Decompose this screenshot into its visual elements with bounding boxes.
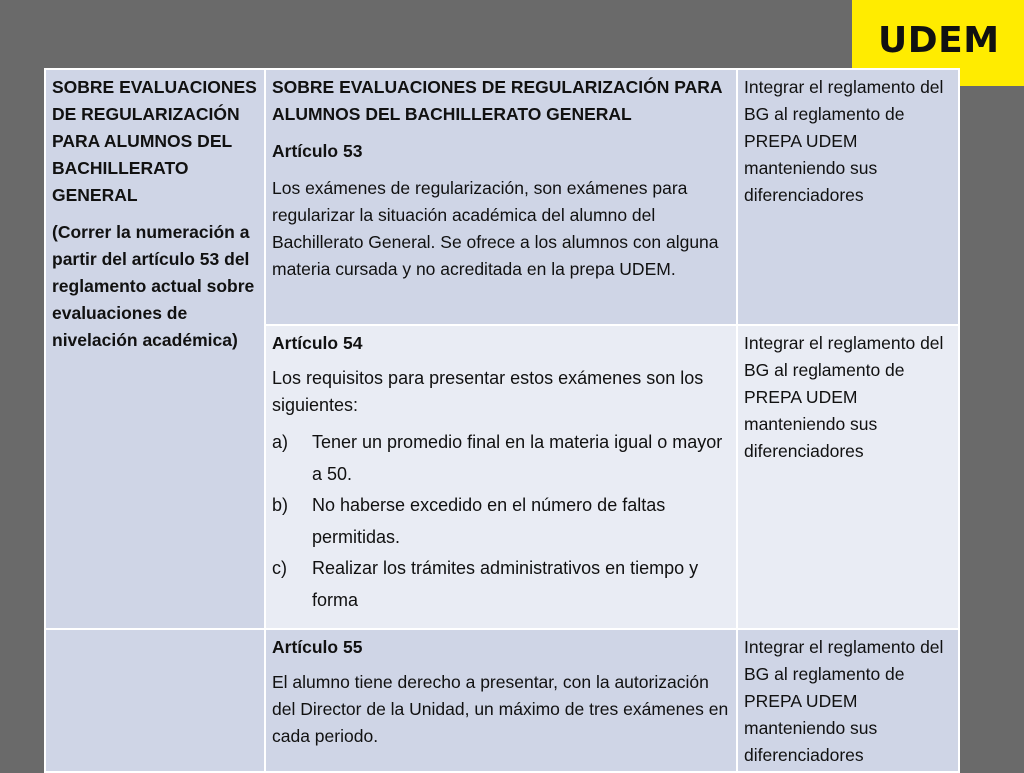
regulation-table — [44, 68, 960, 773]
comment-text: Integrar el reglamento del BG al reglamento de PREPA UDEM manteniendo sus diferenciadores — [744, 77, 944, 205]
section-heading: SOBRE EVALUACIONES DE REGULARIZACIÓN PARA ALUMNOS DEL BACHILLERATO GENERAL — [52, 77, 257, 205]
article-text: Los requisitos para presentar estos exámenes son los siguientes: — [272, 368, 704, 415]
list-item-text: Tener un promedio final en la materia igual o mayor a 50. — [312, 432, 723, 484]
article-text: El alumno tiene derecho a presentar, con la autorización del Director de la Unidad, un máximo de tres exámenes en cada periodo. — [272, 672, 729, 746]
list-marker: b) — [272, 495, 289, 515]
article-title: Artículo 53 — [272, 141, 363, 161]
comment-cell — [737, 629, 959, 772]
comment-cell — [737, 69, 959, 325]
list-marker: a) — [272, 432, 289, 452]
article-section-heading: SOBRE EVALUACIONES DE REGULARIZACIÓN PARA ALUMNOS DEL BACHILLERATO GENERAL — [272, 77, 722, 124]
list-item — [272, 490, 730, 553]
article-text: Los exámenes de regularización, son exámenes para regularizar la situación académica del alumno del Bachillerato General. Se ofrece a los alumnos con alguna materia cursada y no acreditada en la prepa UDEM. — [272, 178, 719, 279]
comment-cell — [737, 325, 959, 629]
section-cell — [45, 629, 265, 772]
article-title: Artículo 54 — [272, 333, 363, 353]
table-row — [45, 69, 959, 325]
list-item — [272, 553, 730, 616]
article-cell — [265, 325, 737, 629]
section-cell — [45, 69, 265, 629]
article-title: Artículo 55 — [272, 637, 363, 657]
udem-logo: UDEM — [878, 20, 1000, 61]
article-cell — [265, 629, 737, 772]
list-item-text: No haberse excedido en el número de faltas permitidas. — [312, 495, 666, 547]
requirements-list — [272, 427, 730, 616]
list-marker: c) — [272, 558, 287, 578]
list-item-text: Realizar los trámites administrativos en tiempo y forma — [312, 558, 699, 610]
comment-text: Integrar el reglamento del BG al reglamento de PREPA UDEM manteniendo sus diferenciadores — [744, 637, 944, 765]
section-note: (Correr la numeración a partir del artículo 53 del reglamento actual sobre evaluaciones de nivelación académica) — [52, 222, 255, 350]
comment-text: Integrar el reglamento del BG al reglamento de PREPA UDEM manteniendo sus diferenciadores — [744, 333, 944, 461]
table-row — [45, 629, 959, 772]
list-item — [272, 427, 730, 490]
article-cell — [265, 69, 737, 325]
